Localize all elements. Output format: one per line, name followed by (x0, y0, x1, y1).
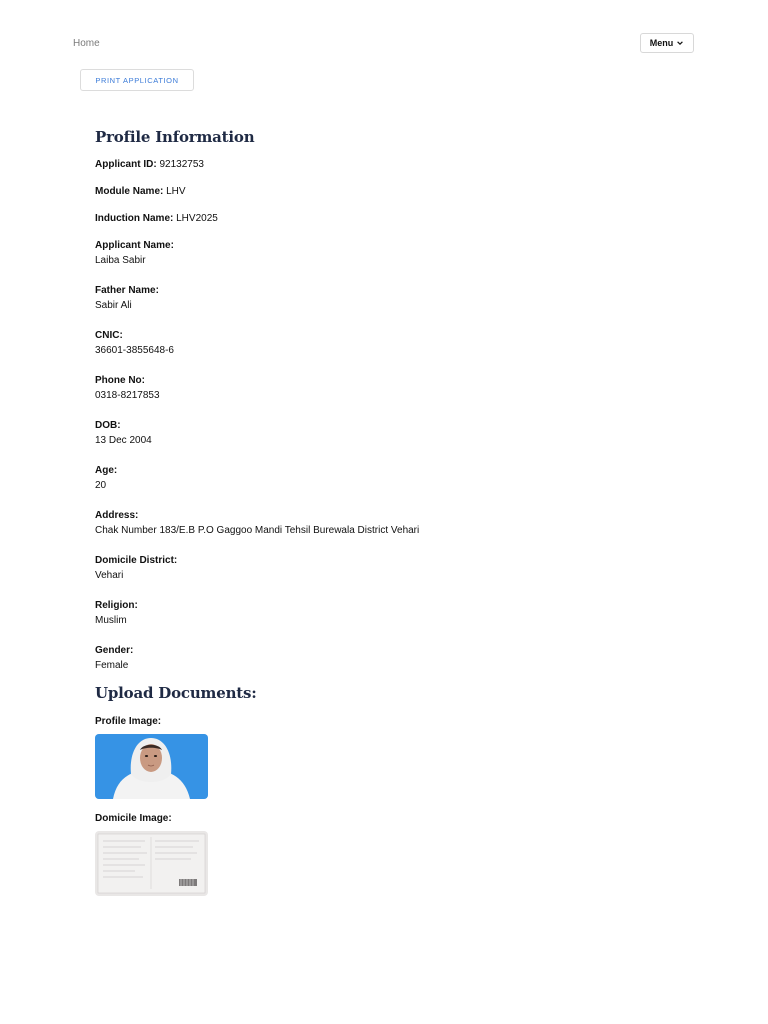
field-cnic (95, 329, 715, 357)
field-label: Gender: (95, 645, 134, 656)
field-value: Female (95, 660, 129, 671)
field-value: LHV (166, 186, 186, 197)
field-label: Domicile District: (95, 555, 178, 566)
field-gender (95, 644, 715, 672)
domicile-image-label: Domicile Image: (95, 813, 172, 824)
field-label: Father Name: (95, 285, 159, 296)
field-label: Address: (95, 510, 139, 521)
menu-button[interactable] (640, 33, 694, 53)
print-application-button[interactable]: PRINT APPLICATION (80, 69, 194, 91)
chevron-down-icon (676, 39, 684, 47)
field-age (95, 464, 715, 492)
field-value: 20 (95, 480, 107, 491)
profile-content (95, 128, 715, 910)
field-value: Vehari (95, 570, 124, 581)
field-label: Phone No: (95, 375, 145, 386)
domicile-image-thumbnail[interactable] (95, 831, 208, 896)
field-label: DOB: (95, 420, 121, 431)
field-value: 92132753 (159, 159, 204, 170)
upload-documents-title: Upload Documents: (95, 684, 257, 702)
top-bar (0, 0, 768, 60)
field-label: Applicant Name: (95, 240, 174, 251)
field-value: 0318-8217853 (95, 390, 160, 401)
field-value: 13 Dec 2004 (95, 435, 152, 446)
field-value: Chak Number 183/E.B P.O Gaggoo Mandi Tehsil Burewala District Vehari (95, 525, 420, 536)
field-label: Induction Name: (95, 213, 174, 224)
field-label: Module Name: (95, 186, 164, 197)
field-label: Religion: (95, 600, 138, 611)
field-value: Muslim (95, 615, 127, 626)
profile-image-thumbnail[interactable] (95, 734, 208, 799)
field-dob (95, 419, 715, 447)
field-address (95, 509, 715, 537)
field-phone-no (95, 374, 715, 402)
field-religion (95, 599, 715, 627)
field-label: Age: (95, 465, 118, 476)
field-value: Laiba Sabir (95, 255, 146, 266)
domicile-image-block (95, 813, 715, 896)
field-value: LHV2025 (176, 213, 218, 224)
field-induction-name (95, 212, 715, 225)
field-value: Sabir Ali (95, 300, 132, 311)
field-applicant-name (95, 239, 715, 267)
field-value: 36601-3855648-6 (95, 345, 174, 356)
home-link[interactable]: Home (73, 38, 100, 49)
field-label: CNIC: (95, 330, 123, 341)
field-label: Applicant ID: (95, 159, 157, 170)
field-domicile-district (95, 554, 715, 582)
profile-image-label: Profile Image: (95, 716, 162, 727)
field-father-name (95, 284, 715, 312)
field-module-name (95, 185, 715, 198)
menu-label: Menu (649, 38, 674, 48)
profile-image-block (95, 716, 715, 799)
profile-section-title: Profile Information (95, 128, 255, 146)
field-applicant-id (95, 158, 715, 171)
